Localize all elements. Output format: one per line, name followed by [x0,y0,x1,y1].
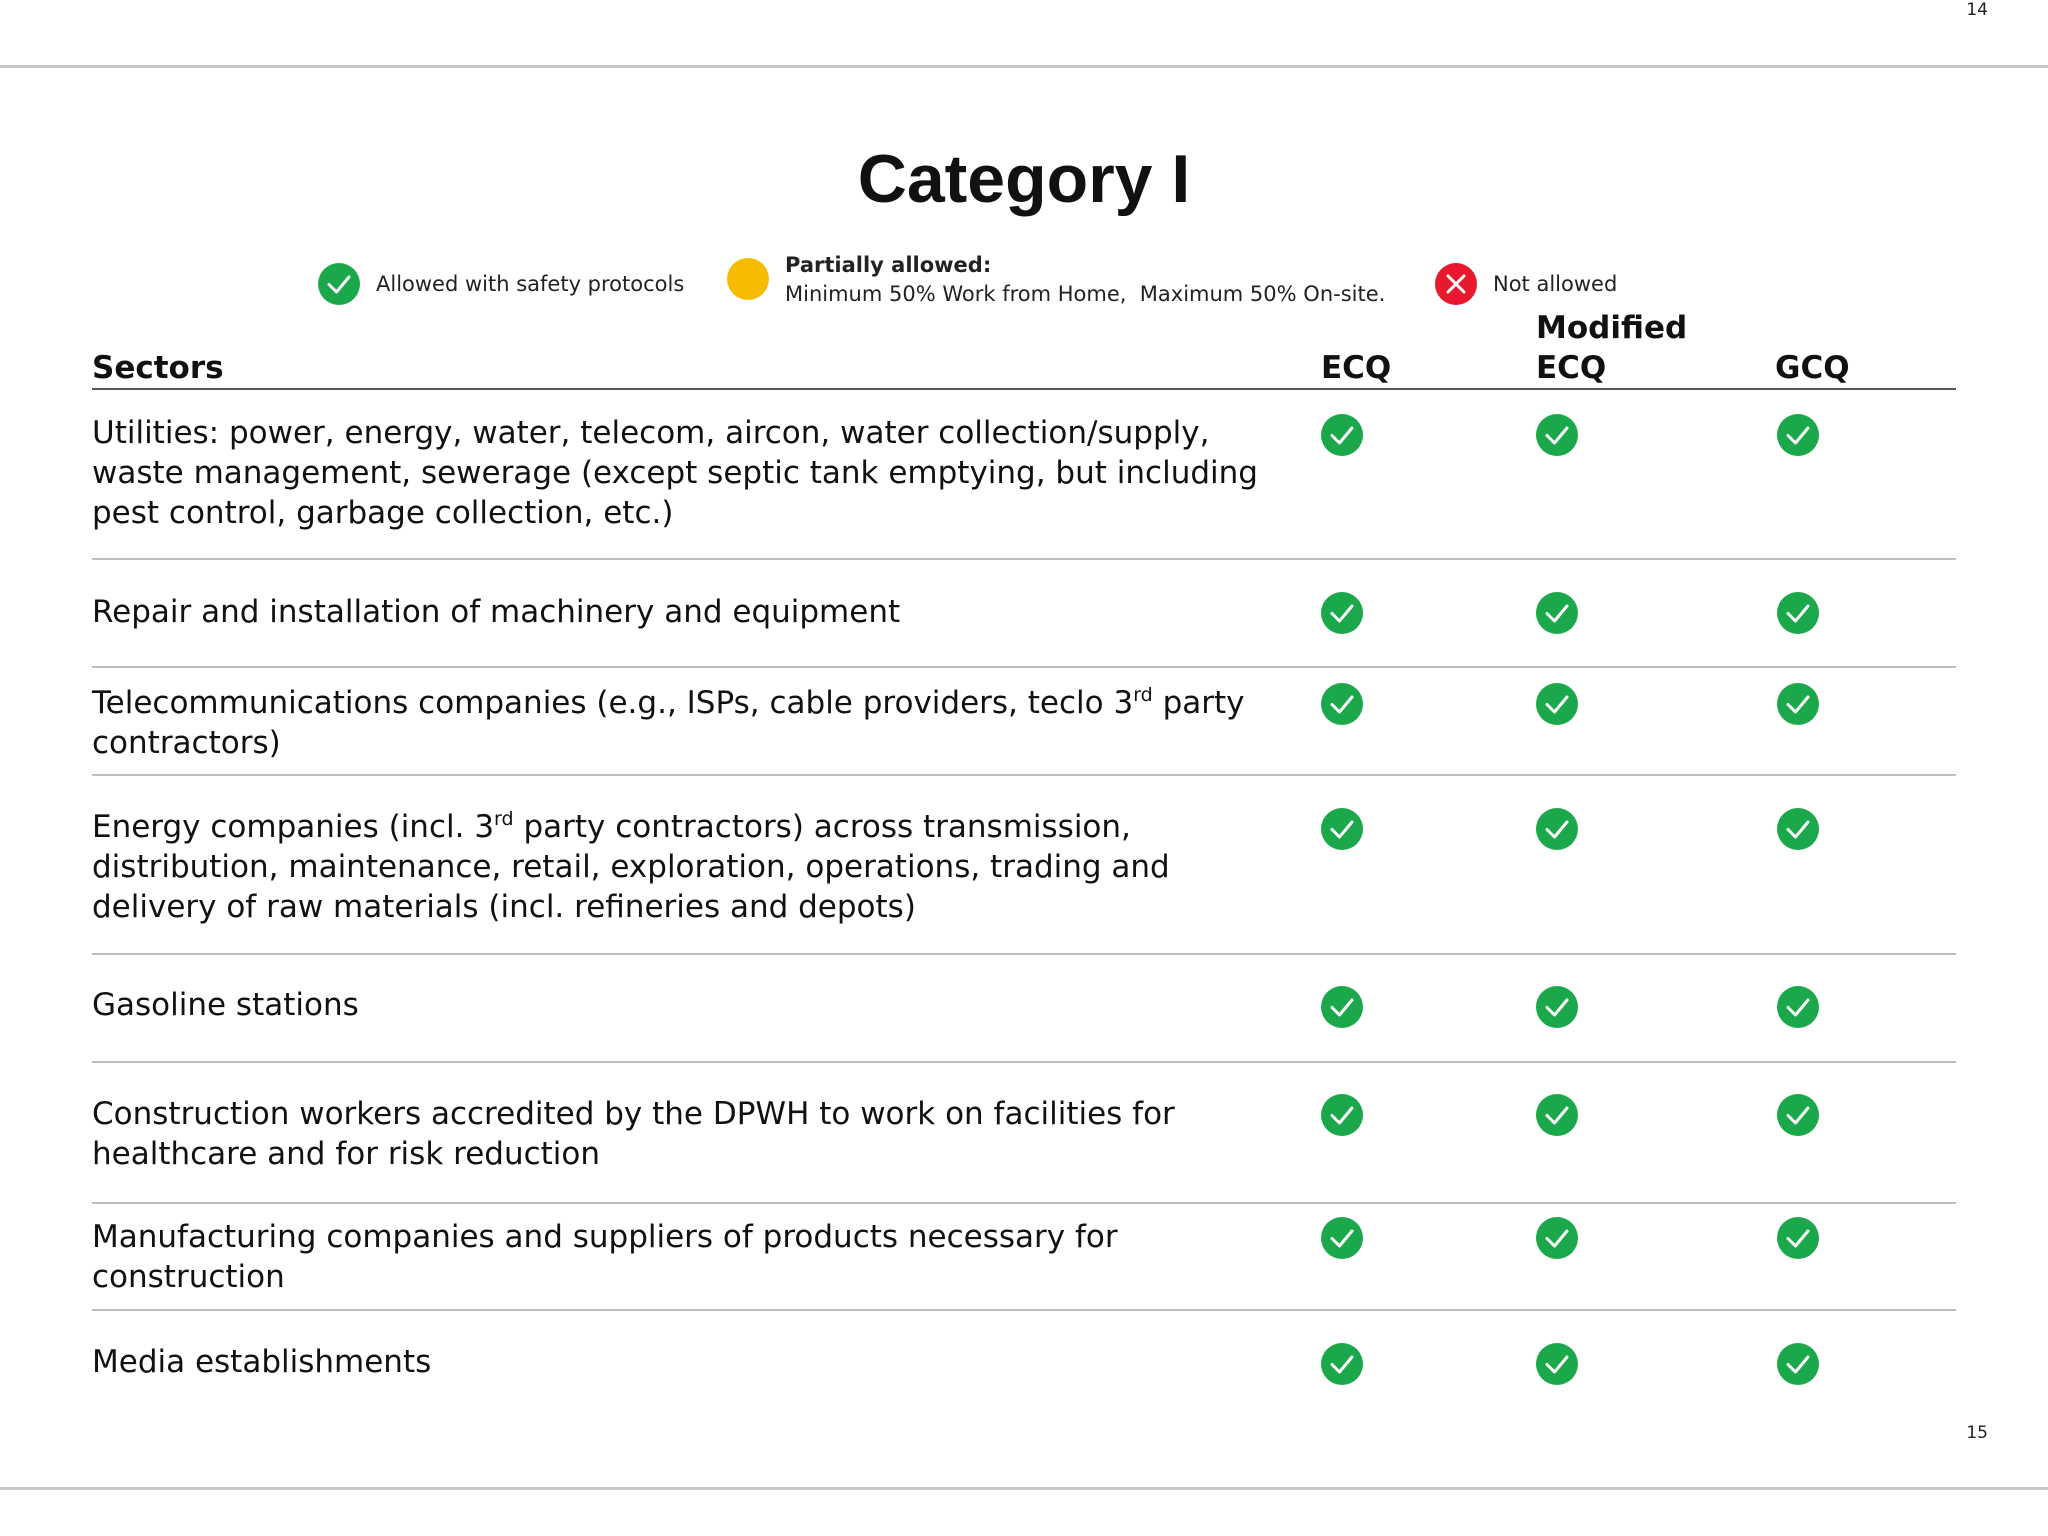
check-icon [1321,592,1363,634]
row-divider [92,953,1956,955]
sector-line: delivery of raw materials (incl. refineries and depots) [92,889,916,925]
check-icon [1536,1343,1578,1385]
header-ecq: ECQ [1321,350,1392,386]
check-icon [1777,1094,1819,1136]
header-gcq: GCQ [1775,350,1850,386]
check-icon [1321,986,1363,1028]
row-divider [92,558,1956,560]
sector-line: waste management, sewerage (except septic tank emptying, but including [92,455,1258,491]
sector-description [92,807,1292,927]
sector-description [92,1094,1292,1174]
bottom-divider [0,1487,2048,1490]
sector-description [92,1217,1292,1297]
header-mecq-line1: Modified [1536,310,1688,346]
sector-line: Construction workers accredited by the DPWH to work on facilities for [92,1096,1175,1132]
legend-partial-detail: Minimum 50% Work from Home, Maximum 50% On-site. [785,282,1386,306]
row-divider [92,1202,1956,1204]
cross-icon [1435,263,1477,305]
header-sectors: Sectors [92,350,224,386]
sector-line [92,683,1292,723]
check-icon [1777,1217,1819,1259]
check-icon [1321,808,1363,850]
sector-line: Utilities: power, energy, water, telecom, aircon, water collection/supply, [92,415,1210,451]
check-icon [1536,683,1578,725]
legend-not-allowed-label: Not allowed [1493,272,1618,296]
sector-line: Gasoline stations [92,987,359,1023]
legend-partial-text [785,251,1385,309]
sector-line: Repair and installation of machinery and equipment [92,594,901,630]
check-icon [1536,986,1578,1028]
row-divider [92,774,1956,776]
row-divider [92,666,1956,668]
sector-description [92,1342,1292,1382]
sector-line: pest control, garbage collection, etc.) [92,495,674,531]
sector-line: construction [92,1259,285,1295]
row-divider [92,1309,1956,1311]
sector-line: healthcare and for risk reduction [92,1136,601,1172]
check-icon [1777,808,1819,850]
top-divider [0,65,2048,68]
check-icon [1777,1343,1819,1385]
legend-partial [727,251,1385,309]
page-title: Category I [857,141,1191,217]
check-icon [1536,592,1578,634]
sector-text: party [1152,685,1245,721]
sector-description [92,592,1292,632]
header-divider [92,388,1956,390]
sector-text: party contractors) across transmission, [513,809,1131,845]
check-icon [1321,1217,1363,1259]
sector-description [92,683,1292,763]
check-icon [1536,1094,1578,1136]
sector-line: contractors) [92,725,281,761]
check-icon [1321,414,1363,456]
check-icon [1536,1217,1578,1259]
sector-line: distribution, maintenance, retail, exploration, operations, trading and [92,849,1170,885]
partial-dot-icon [727,258,769,300]
bottom-page-number: 15 [1966,1423,1988,1443]
sector-line: Manufacturing companies and suppliers of products necessary for [92,1219,1118,1255]
legend-allowed [318,263,684,305]
check-icon [1321,1343,1363,1385]
check-icon [1777,414,1819,456]
check-icon [1777,592,1819,634]
check-icon [1777,683,1819,725]
superscript: rd [1133,684,1153,706]
check-icon [1536,808,1578,850]
top-page-number: 14 [1966,0,1988,20]
sector-text: Telecommunications companies (e.g., ISPs, cable providers, teclo 3 [92,685,1134,721]
row-divider [92,1061,1956,1063]
header-mecq-line2: ECQ [1536,350,1607,386]
legend-allowed-label: Allowed with safety protocols [376,272,685,296]
sector-description [92,413,1292,533]
sector-description [92,985,1292,1025]
check-icon [1777,986,1819,1028]
legend-partial-title: Partially allowed: [785,253,992,277]
superscript: rd [494,808,514,830]
sector-line [92,807,1292,847]
sector-line: Media establishments [92,1344,432,1380]
check-icon [1321,683,1363,725]
legend-not-allowed [1435,263,1617,305]
check-icon [318,263,360,305]
check-icon [1536,414,1578,456]
sector-text: Energy companies (incl. 3 [92,809,495,845]
check-icon [1321,1094,1363,1136]
